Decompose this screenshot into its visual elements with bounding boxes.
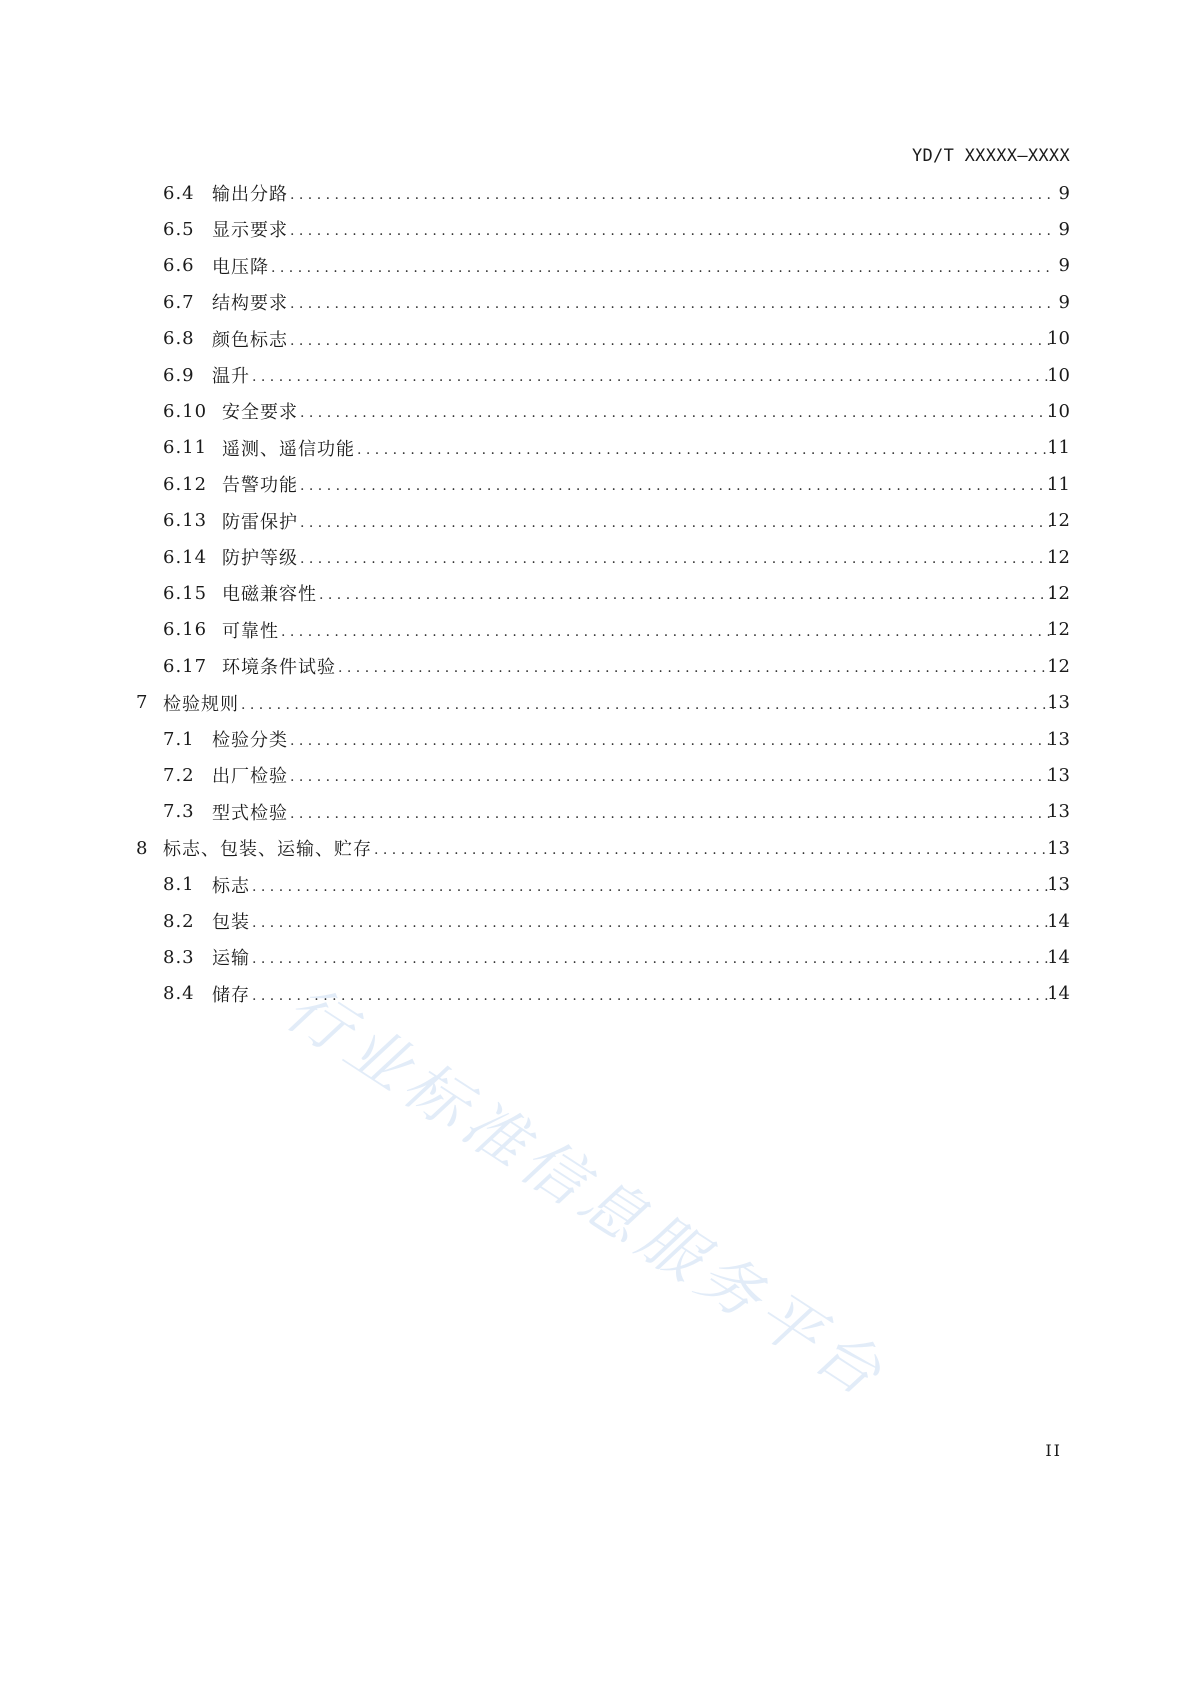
toc-entry-page: 13: [1047, 728, 1070, 750]
toc-entry-number: 7.2: [163, 764, 195, 786]
dot-leader: [271, 260, 1055, 276]
toc-entry-leader: [212, 762, 1055, 788]
toc-entry-number: 8.4: [163, 983, 195, 1005]
toc-entry-title: 标志: [212, 872, 252, 898]
toc-entry-title: 输出分路: [212, 180, 290, 206]
toc-entry-number: 6.17: [163, 655, 208, 677]
toc-entry-title: 告警功能: [222, 471, 300, 497]
toc-entry-page: 13: [1047, 692, 1070, 714]
toc-entry[interactable]: [0, 726, 1190, 752]
toc-entry-number: 6.15: [163, 582, 208, 604]
toc-entry[interactable]: [0, 653, 1190, 679]
toc-entry[interactable]: [0, 398, 1190, 424]
toc-entry-title: 检验分类: [212, 726, 290, 752]
dot-leader: [374, 842, 1055, 858]
toc-entry-title: 检验规则: [163, 690, 241, 716]
toc-entry-page: 14: [1047, 946, 1070, 968]
toc-entry-page: 10: [1047, 328, 1070, 350]
toc-entry-title: 防雷保护: [222, 508, 300, 534]
toc-entry-leader: [212, 908, 1055, 934]
dot-leader: [319, 587, 1055, 603]
toc-entry-number: 6.11: [163, 437, 208, 459]
dot-leader: [300, 405, 1055, 421]
dot-leader: [290, 296, 1055, 312]
dot-leader: [290, 733, 1055, 749]
toc-entry-leader: [222, 580, 1055, 606]
toc-entry-page: 9: [1058, 182, 1070, 204]
toc-entry-page: 12: [1047, 619, 1070, 641]
toc-entry-leader: [212, 726, 1055, 752]
toc-entry-page: 11: [1047, 473, 1070, 495]
dot-leader: [300, 551, 1055, 567]
toc-entry-number: 7.1: [163, 728, 195, 750]
toc-entry[interactable]: [0, 289, 1190, 315]
toc-entry[interactable]: [0, 471, 1190, 497]
toc-entry-number: 7.3: [163, 801, 195, 823]
toc-entry-title: 显示要求: [212, 216, 290, 242]
toc-entry[interactable]: [0, 216, 1190, 242]
watermark: 行业标准信息服务平台: [273, 970, 901, 1414]
toc-entry-leader: [212, 362, 1055, 388]
toc-entry-title: 电磁兼容性: [222, 580, 319, 606]
toc-entry[interactable]: [0, 908, 1190, 934]
toc-entry-page: 12: [1047, 546, 1070, 568]
toc-entry-page: 12: [1047, 582, 1070, 604]
dot-leader: [252, 915, 1055, 931]
toc-entry-page: 14: [1047, 910, 1070, 932]
dot-leader: [300, 478, 1055, 494]
toc-entry-title: 标志、包装、运输、贮存: [163, 835, 374, 861]
toc-entry-leader: [222, 398, 1055, 424]
dot-leader: [281, 624, 1055, 640]
toc-entry-number: 6.16: [163, 619, 208, 641]
toc-entry-number: 6.13: [163, 510, 208, 532]
toc-entry-leader: [212, 289, 1055, 315]
page-number: II: [1045, 1441, 1062, 1460]
toc-entry-number: 7: [136, 692, 149, 714]
dot-leader: [252, 951, 1055, 967]
dot-leader: [357, 442, 1055, 458]
dot-leader: [252, 369, 1055, 385]
toc-entry[interactable]: [0, 544, 1190, 570]
toc-entry-number: 6.10: [163, 400, 208, 422]
dot-leader: [252, 879, 1055, 895]
toc-entry-title: 型式检验: [212, 799, 290, 825]
toc-entry-title: 储存: [212, 981, 252, 1007]
toc-entry-page: 11: [1047, 437, 1070, 459]
toc-entry-title: 电压降: [212, 253, 271, 279]
toc-entry-page: 10: [1047, 364, 1070, 386]
dot-leader: [290, 333, 1055, 349]
toc-entry-number: 6.8: [163, 328, 195, 350]
toc-entry-leader: [222, 471, 1055, 497]
dot-leader: [241, 697, 1055, 713]
toc-entry[interactable]: [0, 508, 1190, 534]
toc-entry-title: 包装: [212, 908, 252, 934]
toc-entry-title: 结构要求: [212, 289, 290, 315]
toc-entry-number: 6.7: [163, 291, 195, 313]
toc-entry-page: 13: [1047, 874, 1070, 896]
toc-entry-leader: [222, 653, 1055, 679]
toc-entry-number: 8.1: [163, 874, 195, 896]
toc-entry-page: 13: [1047, 837, 1070, 859]
toc-entry-number: 6.4: [163, 182, 195, 204]
toc-entry-title: 出厂检验: [212, 762, 290, 788]
dot-leader: [290, 806, 1055, 822]
toc-entry-page: 9: [1058, 218, 1070, 240]
toc-entry[interactable]: [0, 981, 1190, 1007]
toc-entry[interactable]: [0, 944, 1190, 970]
toc-entry-leader: [163, 835, 1055, 861]
toc-entry-leader: [222, 508, 1055, 534]
toc-entry-leader: [222, 544, 1055, 570]
toc-entry[interactable]: [0, 362, 1190, 388]
toc-entry-page: 9: [1058, 291, 1070, 313]
dot-leader: [300, 515, 1055, 531]
toc-entry[interactable]: [0, 580, 1190, 606]
toc-entry-page: 13: [1047, 801, 1070, 823]
toc-entry-leader: [212, 872, 1055, 898]
toc-entry-page: 12: [1047, 510, 1070, 532]
toc-entry-leader: [212, 216, 1055, 242]
toc-entry-page: 13: [1047, 764, 1070, 786]
toc-entry[interactable]: [0, 326, 1190, 352]
toc-entry-leader: [163, 690, 1055, 716]
toc-entry-number: 6.6: [163, 255, 195, 277]
toc-entry-title: 安全要求: [222, 398, 300, 424]
dot-leader: [290, 187, 1055, 203]
toc-entry-leader: [212, 981, 1055, 1007]
toc-entry[interactable]: [0, 835, 1190, 861]
toc-entry[interactable]: [0, 253, 1190, 279]
document-code: YD/T XXXXX—XXXX: [911, 146, 1070, 166]
toc-entry-title: 环境条件试验: [222, 653, 338, 679]
dot-leader: [338, 660, 1055, 676]
toc-entry-title: 运输: [212, 944, 252, 970]
toc-entry-page: 14: [1047, 983, 1070, 1005]
toc-entry-number: 6.9: [163, 364, 195, 386]
toc-entry-title: 防护等级: [222, 544, 300, 570]
toc-entry-title: 温升: [212, 362, 252, 388]
dot-leader: [290, 223, 1055, 239]
toc-entry[interactable]: [0, 690, 1190, 716]
toc-entry-leader: [222, 435, 1055, 461]
toc-entry[interactable]: [0, 762, 1190, 788]
toc-entry-number: 6.12: [163, 473, 208, 495]
dot-leader: [290, 769, 1055, 785]
toc-entry-leader: [212, 799, 1055, 825]
toc-entry-page: 10: [1047, 400, 1070, 422]
toc-entry-number: 8: [136, 837, 149, 859]
toc-entry-leader: [212, 253, 1055, 279]
toc-entry[interactable]: [0, 180, 1190, 206]
toc-entry-leader: [212, 326, 1055, 352]
toc-entry[interactable]: [0, 799, 1190, 825]
toc-entry[interactable]: [0, 435, 1190, 461]
toc-entry-title: 可靠性: [222, 617, 281, 643]
toc-entry-page: 12: [1047, 655, 1070, 677]
toc-entry-number: 8.3: [163, 946, 195, 968]
toc-entry-leader: [212, 944, 1055, 970]
toc-entry-leader: [212, 180, 1055, 206]
toc-entry-leader: [222, 617, 1055, 643]
toc-entry-title: 遥测、遥信功能: [222, 435, 357, 461]
toc-entry-title: 颜色标志: [212, 326, 290, 352]
toc-entry-number: 8.2: [163, 910, 195, 932]
toc-entry[interactable]: [0, 872, 1190, 898]
toc-entry-page: 9: [1058, 255, 1070, 277]
dot-leader: [252, 988, 1055, 1004]
toc-entry[interactable]: [0, 617, 1190, 643]
toc-entry-number: 6.14: [163, 546, 208, 568]
toc-entry-number: 6.5: [163, 218, 195, 240]
